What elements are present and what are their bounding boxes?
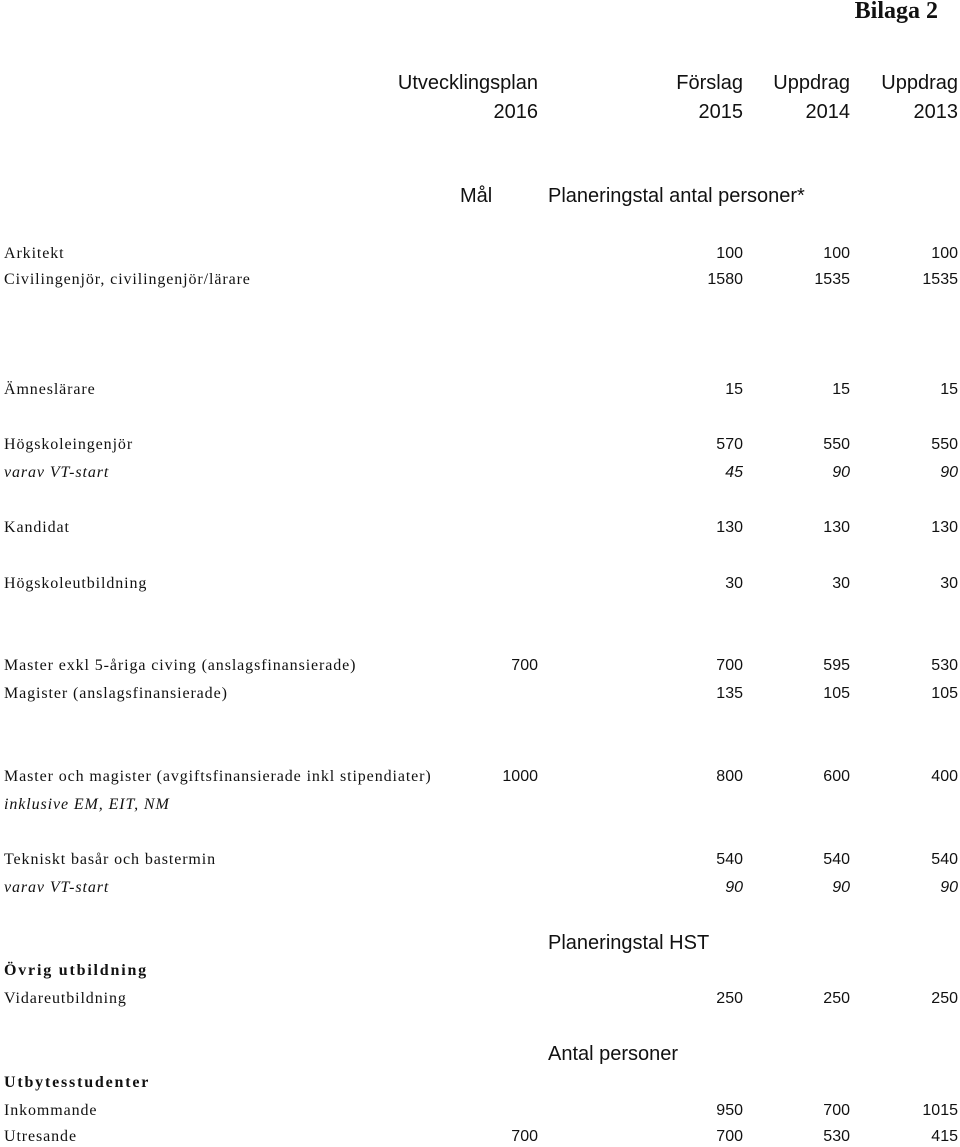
cell-2015: 800	[716, 768, 743, 785]
cell-2013: 30	[940, 575, 958, 592]
cell-2014: 90	[832, 464, 850, 481]
cell-2015: 570	[716, 436, 743, 453]
cell-2014: 550	[823, 436, 850, 453]
row-label-kandidat: Kandidat	[4, 519, 70, 536]
cell-2014: 105	[823, 685, 850, 702]
cell-2013: 15	[940, 381, 958, 398]
cell-2014: 130	[823, 519, 850, 536]
cell-2014: 90	[832, 879, 850, 896]
cell-2015: 950	[716, 1102, 743, 1119]
cell-2013: 1535	[922, 271, 958, 288]
row-label-hogskoleingenjor: Högskoleingenjör	[4, 436, 134, 453]
row-label-inklusive: inklusive EM, EIT, NM	[4, 796, 170, 813]
cell-2014: 1535	[814, 271, 850, 288]
row-label-varav-vt-start: varav VT-start	[4, 464, 110, 481]
page-label: Bilaga 2	[854, 0, 938, 24]
cell-2014: 15	[832, 381, 850, 398]
cell-2014: 540	[823, 851, 850, 868]
cell-2015: 250	[716, 990, 743, 1007]
cell-2015: 90	[725, 879, 743, 896]
cell-2013: 540	[931, 851, 958, 868]
cell-2014: 700	[823, 1102, 850, 1119]
cell-2015: 45	[725, 464, 743, 481]
cell-2015: 700	[716, 657, 743, 674]
cell-2014: 250	[823, 990, 850, 1007]
section-title-hst: Planeringstal HST	[548, 932, 710, 954]
row-label-civilingenjor: Civilingenjör, civilingenjör/lärare	[4, 271, 251, 288]
cell-2013: 105	[931, 685, 958, 702]
col-header-2013-line1: Uppdrag	[881, 72, 958, 94]
cell-2015: 1580	[707, 271, 743, 288]
row-label-utresande: Utresande	[4, 1128, 77, 1145]
cell-2014: 530	[823, 1128, 850, 1145]
cell-2013: 130	[931, 519, 958, 536]
cell-2013: 530	[931, 657, 958, 674]
cell-2015: 30	[725, 575, 743, 592]
row-label-vidareutbildning: Vidareutbildning	[4, 990, 127, 1007]
cell-2015: 700	[716, 1128, 743, 1145]
col-header-2015-line1: Förslag	[676, 72, 743, 94]
row-label-arkitekt: Arkitekt	[4, 245, 65, 262]
cell-mal: 700	[511, 1128, 538, 1145]
section-title-antal-personer: Antal personer	[548, 1043, 679, 1065]
cell-2013: 1015	[922, 1102, 958, 1119]
cell-mal: 1000	[502, 768, 538, 785]
cell-mal: 700	[511, 657, 538, 674]
mal-label: Mål	[460, 185, 493, 207]
cell-2013: 415	[931, 1128, 958, 1145]
cell-2013: 90	[940, 879, 958, 896]
col-header-mal-line1: Utvecklingsplan	[397, 72, 538, 94]
col-header-mal-line2: 2016	[493, 101, 538, 123]
group-label-ovrig-utbildning: Övrig utbildning	[4, 962, 148, 979]
cell-2015: 135	[716, 685, 743, 702]
row-label-master-magister-avgift: Master och magister (avgiftsfinansierade inkl stipendiater)	[4, 768, 432, 785]
cell-2013: 400	[931, 768, 958, 785]
cell-2015: 540	[716, 851, 743, 868]
row-label-magister: Magister (anslagsfinansierade)	[4, 685, 228, 702]
row-label-varav-vt-start-basar: varav VT-start	[4, 879, 110, 896]
cell-2014: 30	[832, 575, 850, 592]
cell-2013: 250	[931, 990, 958, 1007]
row-label-master-exkl: Master exkl 5-åriga civing (anslagsfinansierade)	[4, 657, 357, 674]
row-label-hogskoleutbildning: Högskoleutbildning	[4, 575, 148, 592]
cell-2013: 90	[940, 464, 958, 481]
cell-2014: 100	[823, 245, 850, 262]
cell-2013: 100	[931, 245, 958, 262]
col-header-2014-line2: 2014	[805, 101, 850, 123]
cell-2014: 600	[823, 768, 850, 785]
row-label-tekniskt-basar: Tekniskt basår och bastermin	[4, 851, 217, 868]
col-header-2014-line1: Uppdrag	[773, 72, 850, 94]
cell-2015: 15	[725, 381, 743, 398]
cell-2015: 100	[716, 245, 743, 262]
row-label-inkommande: Inkommande	[4, 1102, 98, 1119]
col-header-2015-line2: 2015	[698, 101, 743, 123]
section-title-personer: Planeringstal antal personer*	[548, 185, 805, 207]
cell-2014: 595	[823, 657, 850, 674]
cell-2013: 550	[931, 436, 958, 453]
group-label-utbytesstudenter: Utbytesstudenter	[4, 1074, 151, 1091]
cell-2015: 130	[716, 519, 743, 536]
row-label-amneslarare: Ämneslärare	[4, 381, 96, 398]
col-header-2013-line2: 2013	[913, 101, 958, 123]
